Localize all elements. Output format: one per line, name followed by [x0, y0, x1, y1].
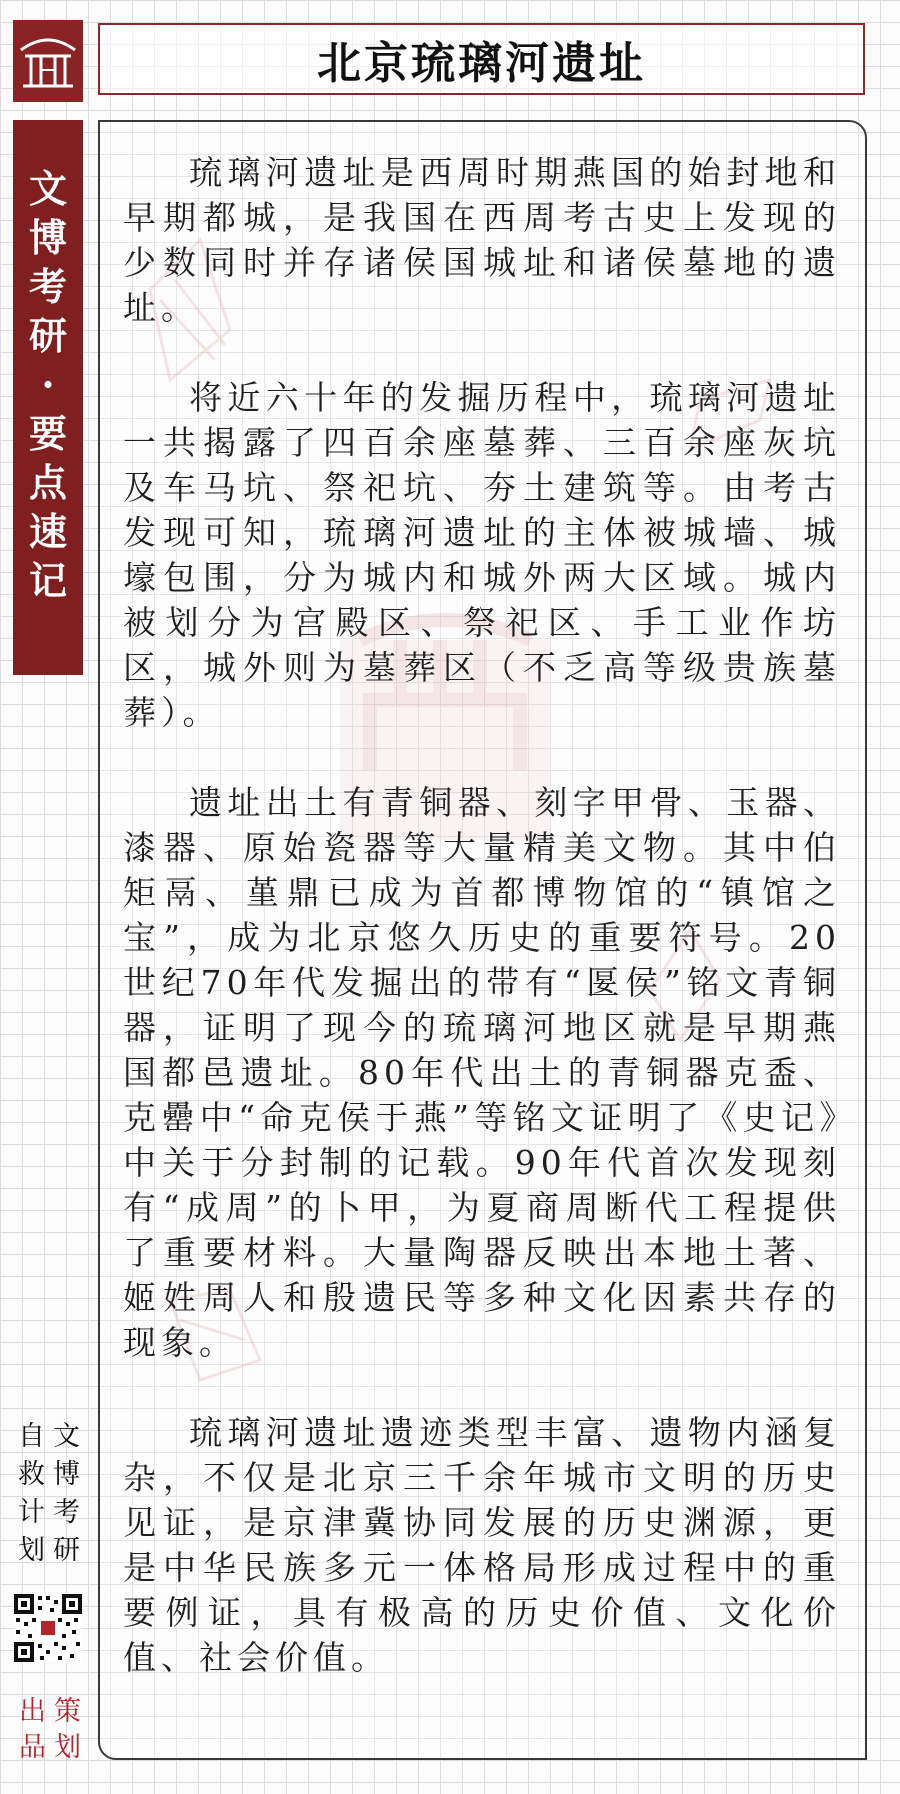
banner-char: 文: [28, 166, 67, 211]
article-body: [123, 150, 841, 1725]
credit-label: [14, 1420, 84, 1568]
credit-char: 计: [18, 1497, 45, 1528]
credit-char: 研: [53, 1535, 80, 1566]
credit-char: 救: [18, 1459, 45, 1490]
qr-code[interactable]: [14, 1594, 82, 1662]
banner-char: 要: [28, 411, 67, 456]
banner-char: 记: [28, 558, 67, 603]
paragraph: 将近六十年的发掘历程中，琉璃河遗址一共揭露了四百余座墓葬、三百余座灰坑及车马坑、祭祀坑、夯土建筑等。由考古发现可知，琉璃河遗址的主体被城墙、城壕包围，分为城内和城外两大区域。城内被划分为宫殿区、祭祀区、手工业作坊区，城外则为墓葬区（不乏高等级贵族墓葬）。: [123, 378, 841, 732]
banner-char: 速: [28, 509, 67, 554]
banner-char: 研: [28, 313, 67, 358]
logo: [13, 20, 83, 102]
paragraph: 琉璃河遗址是西周时期燕国的始封地和早期都城，是我国在西周考古史上发现的少数同时并存诸侯国城址和诸侯墓地的遗址。: [123, 153, 841, 327]
paragraph: 遗址出土有青铜器、刻字甲骨、玉器、漆器、原始瓷器等大量精美文物。其中伯矩鬲、堇鼎已成为首都博物馆的“镇馆之宝”，成为北京悠久历史的重要符号。20世纪70年代发掘出的带有“匽侯”铭文青铜器，证明了现今的琉璃河地区就是早期燕国都邑遗址。80年代出土的青铜器克盉、克罍中“命克侯于燕”等铭文证明了《史记》中关于分封制的记载。90年代首次发现刻有“成周”的卜甲，为夏商周断代工程提供了重要材料。大量陶器反映出本地土著、姬姓周人和殷遗民等多种文化因素共存的现象。: [123, 783, 841, 1362]
banner-char: 考: [28, 264, 67, 309]
banner-char: 博: [28, 215, 67, 260]
banner-char: 点: [28, 460, 67, 505]
qr-code-icon: [14, 1594, 82, 1662]
page-title: 北京琉璃河遗址: [317, 38, 646, 89]
planner-char: 品: [19, 1732, 46, 1763]
credit-char: 自: [18, 1421, 45, 1452]
title-box: [98, 23, 865, 95]
credit-char: 文: [53, 1421, 80, 1452]
credit-char: 博: [53, 1459, 80, 1490]
credit-char: 划: [18, 1535, 45, 1566]
paragraph: 琉璃河遗址遗迹类型丰富、遗物内涵复杂，不仅是北京三千余年城市文明的历史见证，是京津冀协同发展的历史渊源，更是中华民族多元一体格局形成过程中的重要例证，具有极高的历史价值、文化价值、社会价值。: [123, 1413, 841, 1677]
planner-char: 策: [54, 1696, 81, 1727]
credit-char: 考: [53, 1497, 80, 1528]
planner-label: [15, 1694, 85, 1766]
banner-char: ·: [41, 362, 55, 407]
side-banner: [13, 120, 83, 675]
planner-char: 划: [54, 1732, 81, 1763]
archive-building-icon: [13, 20, 83, 102]
planner-char: 出: [19, 1696, 46, 1727]
